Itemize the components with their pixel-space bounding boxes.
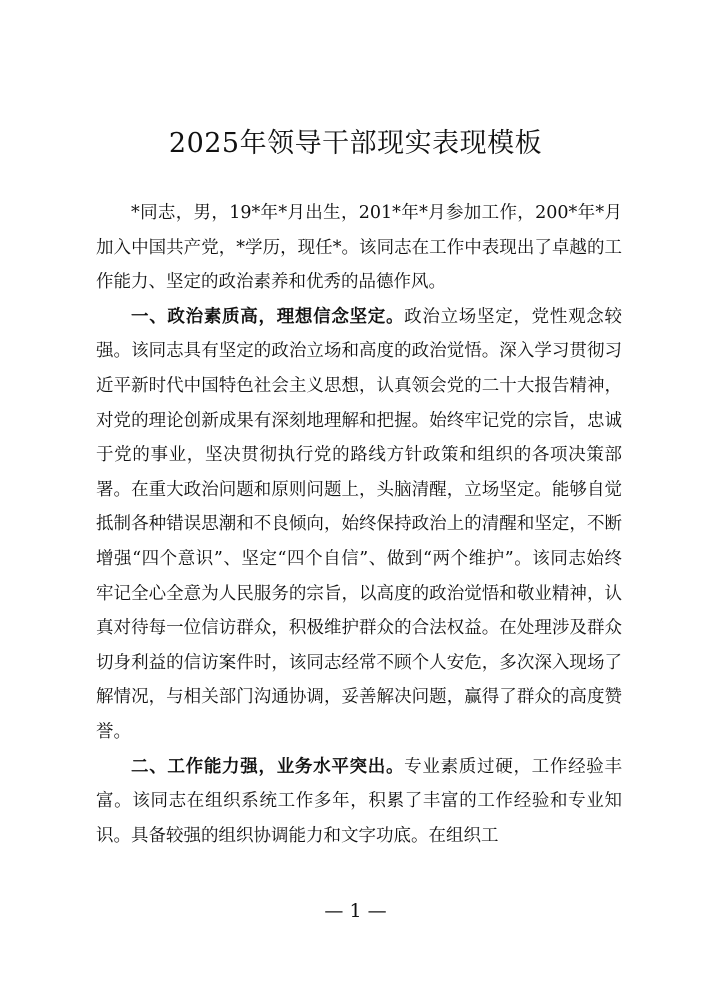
document-body <box>96 196 622 853</box>
section-1-heading: 一、政治素质高，理想信念坚定。 <box>131 306 405 327</box>
section-2-paragraph <box>96 750 622 854</box>
intro-paragraph <box>96 196 622 300</box>
section-2-heading: 二、工作能力强，业务水平突出。 <box>131 756 405 777</box>
section-2-text: 专业素质过硬，工作经验丰富。该同志在组织系统工作多年，积累了丰富的工作经验和专业知识。具备较强的组织协调能力和文字功底。在组织工 <box>96 756 622 846</box>
intro-text: *同志，男，19*年*月出生，201*年*月参加工作，200*年*月加入中国共产党，*学历，现任*。该同志在工作中表现出了卓越的工作能力、坚定的政治素养和优秀的品德作风。 <box>96 203 622 293</box>
page-number: — 1 — <box>324 900 387 922</box>
section-1-text: 政治立场坚定，党性观念较强。该同志具有坚定的政治立场和高度的政治觉悟。深入学习贯彻习近平新时代中国特色社会主义思想，认真领会党的二十大报告精神，对党的理论创新成果有深刻地理解和把握。始终牢记党的宗旨，忠诚于党的事业，坚决贯彻执行党的路线方针政策和组织的各项决策部署。在重大政治问题和原则问题上，头脑清醒，立场坚定。能够自觉抵制各种错误思潮和不良倾向，始终保持政治上的清醒和坚定，不断增强“四个意识”、坚定“四个自信”、做到“两个维护”。该同志始终牢记全心全意为人民服务的宗旨，以高度的政治觉悟和敬业精神，认真对待每一位信访群众，积极维护群众的合法权益。在处理涉及群众切身利益的信访案件时，该同志经常不顾个人安危，多次深入现场了解情况，与相关部门沟通协调，妥善解决问题，赢得了群众的高度赞誉。 <box>96 306 622 742</box>
document-title: 2025年领导干部现实表现模板 <box>168 128 543 159</box>
section-1-paragraph <box>96 300 622 750</box>
